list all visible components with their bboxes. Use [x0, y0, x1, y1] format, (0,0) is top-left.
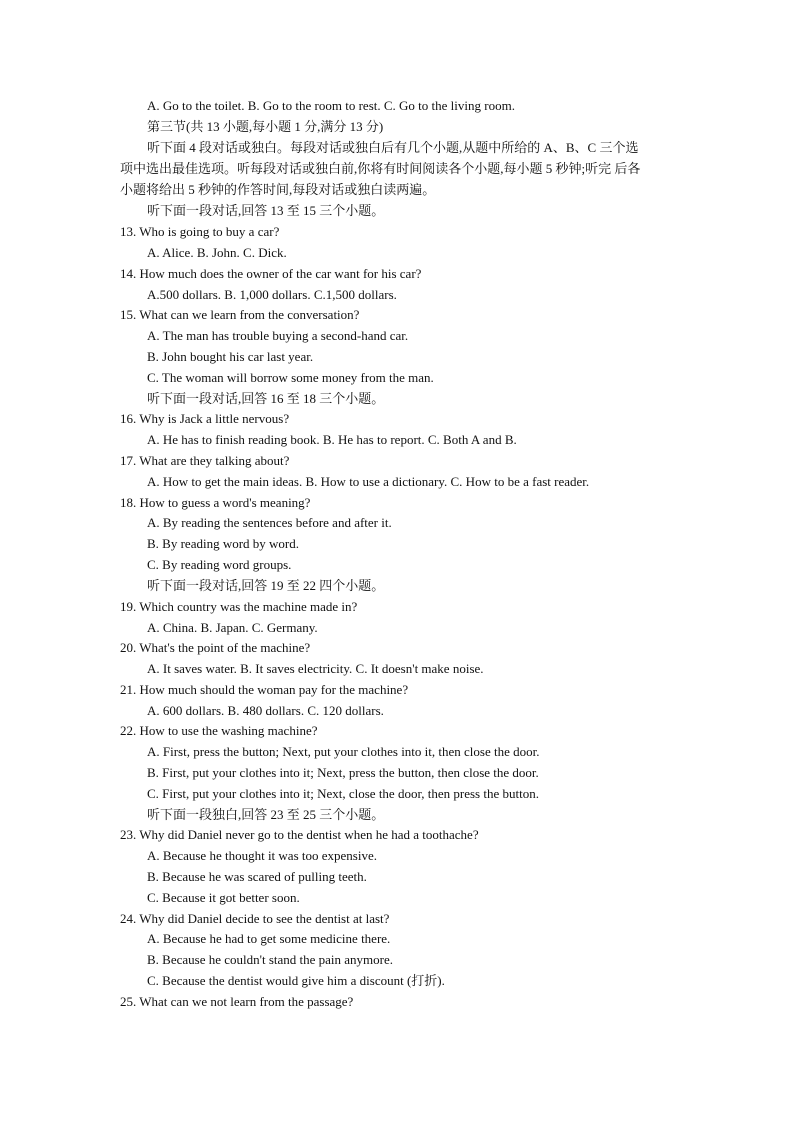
option-24b: B. Because he couldn't stand the pain anymore. [147, 952, 394, 967]
option-15b: B. John bought his car last year. [147, 349, 314, 364]
options-21: A. 600 dollars. B. 480 dollars. C. 120 dollars. [147, 703, 384, 718]
instruction-text: 项中选出最佳选项。听每段对话或独白前,你将有时间阅读各个小题,每小题 5 秒钟;听完 后各 [120, 161, 641, 176]
question-16: 16. Why is Jack a little nervous? [120, 411, 290, 426]
option-22c: C. First, put your clothes into it; Next, close the door, then press the button. [147, 786, 539, 801]
option-18b: B. By reading word by word. [147, 536, 300, 551]
question-20: 20. What's the point of the machine? [120, 640, 311, 655]
options-20: A. It saves water. B. It saves electricity. C. It doesn't make noise. [147, 661, 484, 676]
options-14: A.500 dollars. B. 1,000 dollars. C.1,500 dollars. [147, 287, 397, 302]
options-19: A. China. B. Japan. C. Germany. [147, 620, 318, 635]
dialogue-intro: 听下面一段对话,回答 13 至 15 三个小题。 [147, 203, 385, 218]
dialogue-intro: 听下面一段对话,回答 16 至 18 三个小题。 [147, 391, 385, 406]
question-19: 19. Which country was the machine made in? [120, 599, 358, 614]
question-14: 14. How much does the owner of the car want for his car? [120, 266, 422, 281]
option-23b: B. Because he was scared of pulling teeth. [147, 869, 367, 884]
question-15: 15. What can we learn from the conversation? [120, 307, 360, 322]
instruction-text: 听下面 4 段对话或独白。每段对话或独白后有几个小题,从题中所给的 A、B、C 三个选 [147, 140, 639, 155]
question-23: 23. Why did Daniel never go to the dentist when he had a toothache? [120, 827, 479, 842]
option-22b: B. First, put your clothes into it; Next, press the button, then close the door. [147, 765, 539, 780]
options-13: A. Alice. B. John. C. Dick. [147, 245, 287, 260]
option-15c: C. The woman will borrow some money from the man. [147, 370, 434, 385]
option-15a: A. The man has trouble buying a second-hand car. [147, 328, 409, 343]
question-21: 21. How much should the woman pay for the machine? [120, 682, 409, 697]
question-22: 22. How to use the washing machine? [120, 723, 318, 738]
section-heading: 第三节(共 13 小题,每小题 1 分,满分 13 分) [147, 119, 384, 134]
option-23c: C. Because it got better soon. [147, 890, 300, 905]
dialogue-intro: 听下面一段对话,回答 19 至 22 四个小题。 [147, 578, 385, 593]
question-24: 24. Why did Daniel decide to see the dentist at last? [120, 911, 390, 926]
option-18c: C. By reading word groups. [147, 557, 292, 572]
question-17: 17. What are they talking about? [120, 453, 290, 468]
question-13: 13. Who is going to buy a car? [120, 224, 280, 239]
option-24a: A. Because he had to get some medicine there. [147, 931, 391, 946]
option-line: A. Go to the toilet. B. Go to the room to rest. C. Go to the living room. [147, 98, 515, 113]
question-25: 25. What can we not learn from the passage? [120, 994, 354, 1009]
option-24c: C. Because the dentist would give him a discount (打折). [147, 973, 445, 988]
options-17: A. How to get the main ideas. B. How to use a dictionary. C. How to be a fast reader. [147, 474, 590, 489]
monologue-intro: 听下面一段独白,回答 23 至 25 三个小题。 [147, 807, 385, 822]
option-22a: A. First, press the button; Next, put your clothes into it, then close the door. [147, 744, 540, 759]
question-18: 18. How to guess a word's meaning? [120, 495, 311, 510]
options-16: A. He has to finish reading book. B. He has to report. C. Both A and B. [147, 432, 517, 447]
option-18a: A. By reading the sentences before and after it. [147, 515, 392, 530]
option-23a: A. Because he thought it was too expensive. [147, 848, 377, 863]
instruction-text: 小题将给出 5 秒钟的作答时间,每段对话或独白读两遍。 [120, 182, 436, 197]
